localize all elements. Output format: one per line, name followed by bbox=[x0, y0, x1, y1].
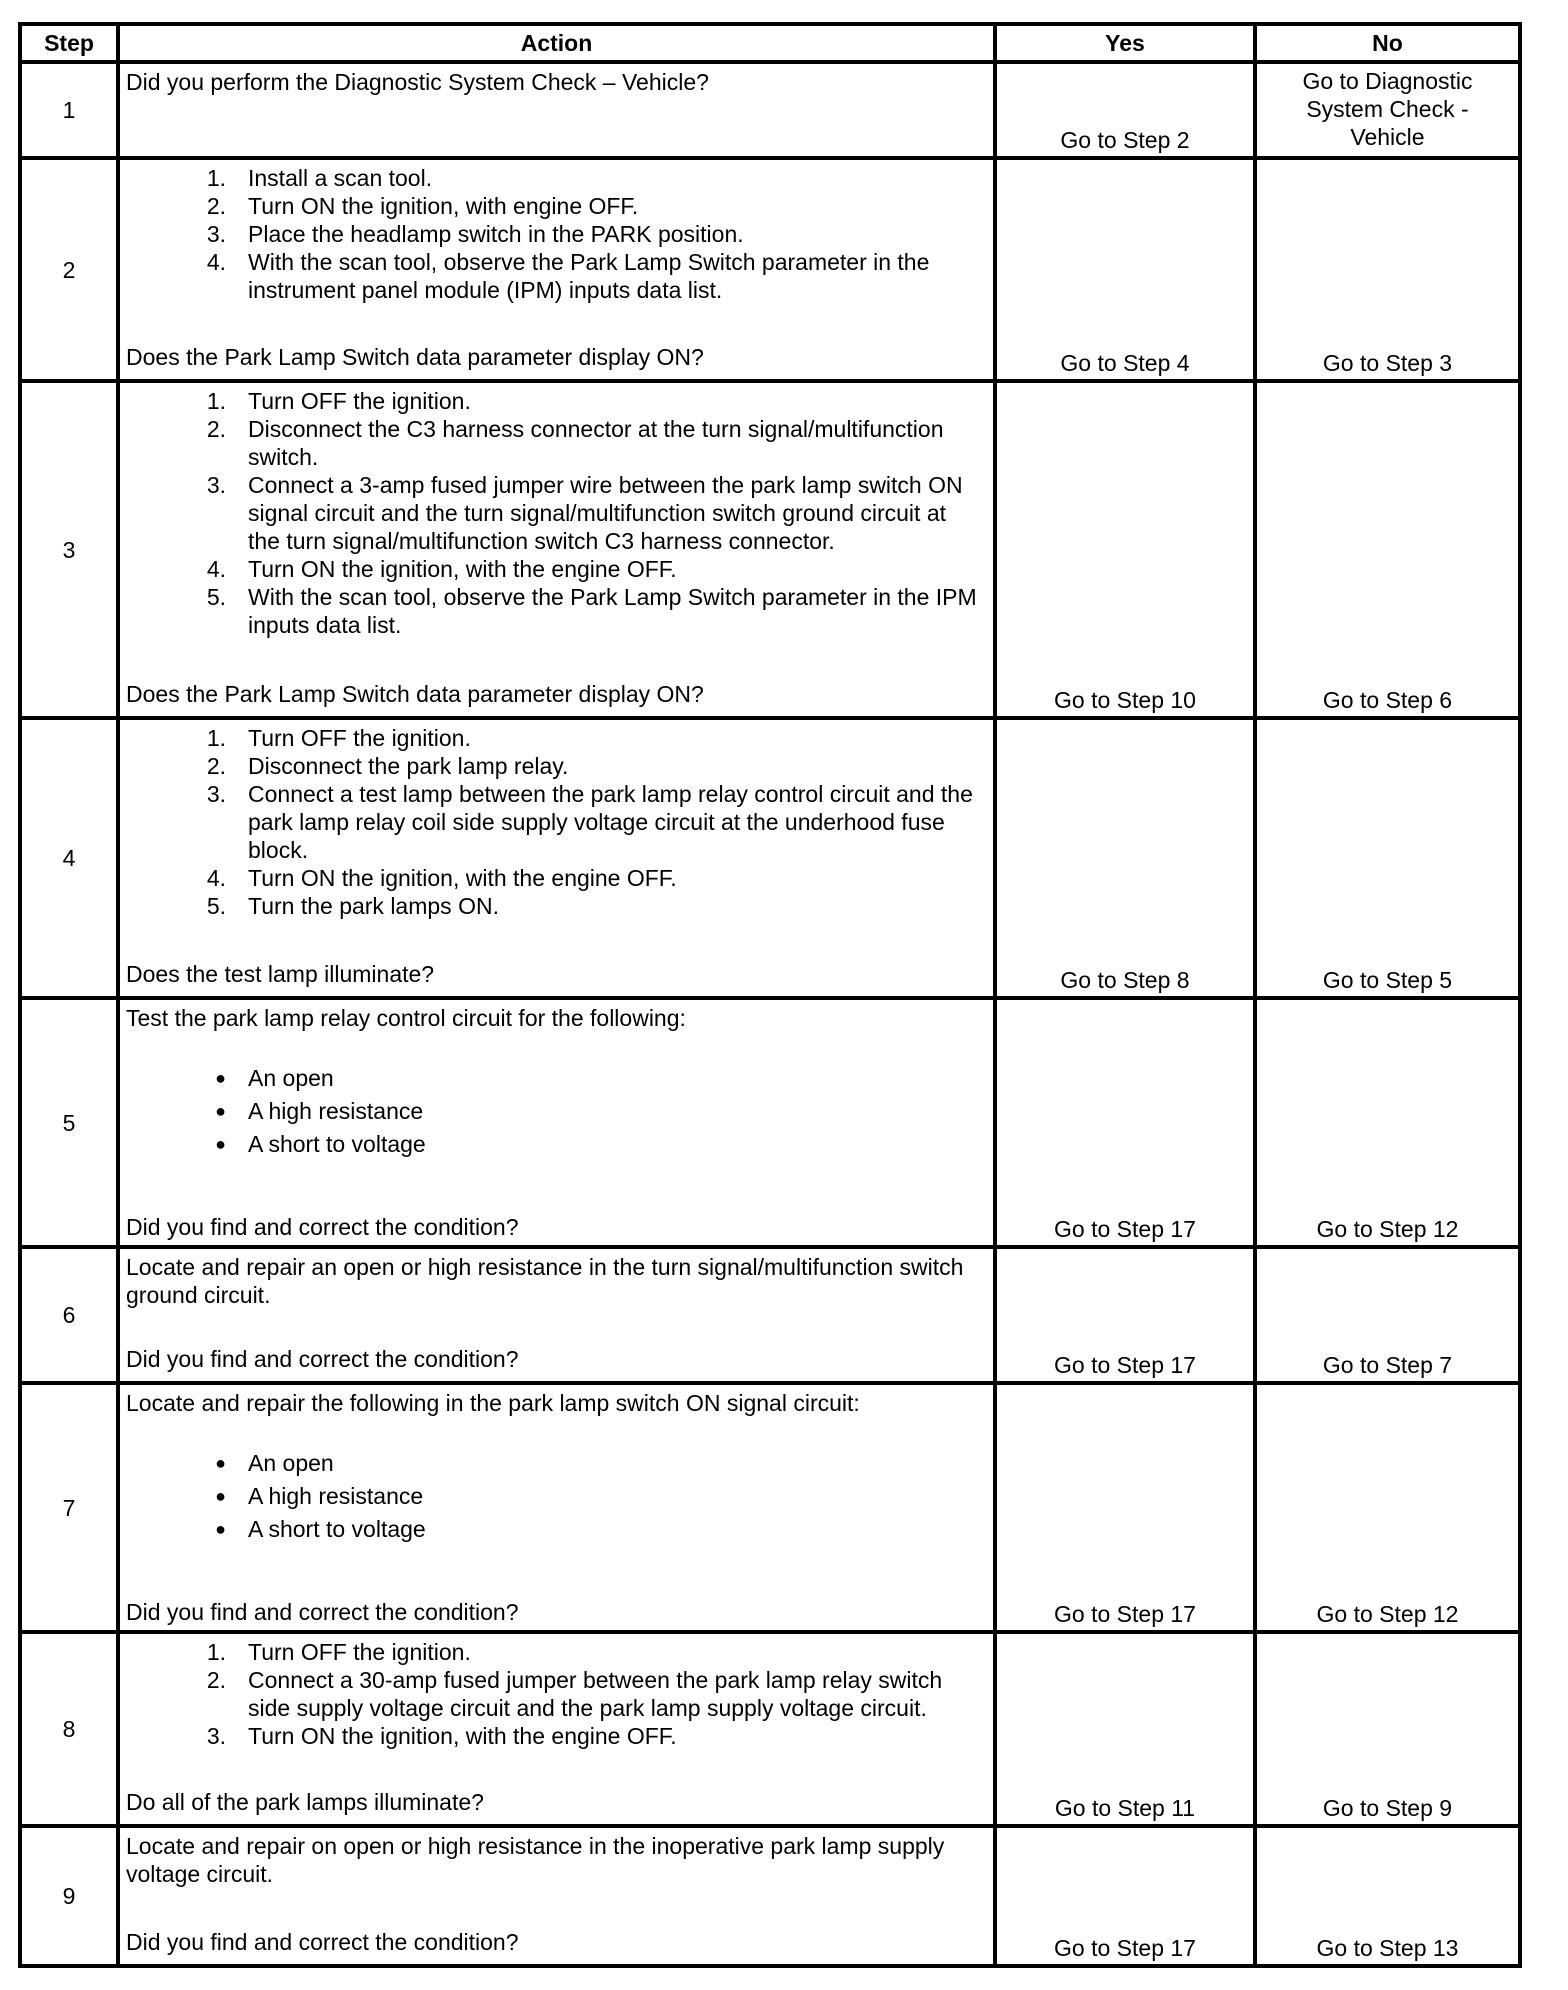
action-question: Did you find and correct the condition? bbox=[126, 1599, 519, 1625]
bullet-icon: ● bbox=[215, 1101, 226, 1121]
no-cell: Go to Diagnostic System Check - Vehicle bbox=[1255, 62, 1520, 158]
instruction-text: Connect a 3-amp fused jumper wire between the park lamp switch ON signal circuit and the turn signal/multifunction switch ground circuit at the turn signal/multifunction switch C3 harness connector. bbox=[248, 472, 963, 554]
instruction-number: 2. bbox=[206, 1667, 226, 1693]
bullet-icon: ● bbox=[215, 1134, 226, 1154]
no-cell: Go to Step 6 bbox=[1255, 381, 1520, 718]
bullet-text: A high resistance bbox=[248, 1098, 424, 1124]
bullet-item bbox=[126, 1447, 983, 1480]
table-row bbox=[20, 718, 1520, 998]
step-number: 5 bbox=[20, 998, 118, 1247]
header-row bbox=[20, 24, 1520, 62]
bullet-text: A high resistance bbox=[248, 1483, 424, 1509]
yes-cell: Go to Step 4 bbox=[995, 158, 1255, 381]
no-cell: Go to Step 5 bbox=[1255, 718, 1520, 998]
action-question: Does the Park Lamp Switch data parameter display ON? bbox=[126, 681, 704, 707]
bullet-item bbox=[126, 1062, 983, 1095]
bullet-item bbox=[126, 1095, 983, 1128]
instruction-number: 3. bbox=[206, 221, 226, 247]
table-row bbox=[20, 158, 1520, 381]
instruction-number: 5. bbox=[206, 584, 226, 610]
instruction-number: 1. bbox=[206, 1639, 226, 1665]
instruction-text: Turn ON the ignition, with the engine OFF. bbox=[248, 556, 677, 582]
table-row bbox=[20, 62, 1520, 158]
step-number: 7 bbox=[20, 1383, 118, 1632]
step-number: 1 bbox=[20, 62, 118, 158]
action-cell bbox=[118, 62, 995, 158]
table-row bbox=[20, 1247, 1520, 1383]
instruction-number: 2. bbox=[206, 416, 226, 442]
yes-cell: Go to Step 8 bbox=[995, 718, 1255, 998]
instruction-list bbox=[126, 387, 983, 639]
yes-cell: Go to Step 2 bbox=[995, 62, 1255, 158]
action-intro: Locate and repair on open or high resistance in the inoperative park lamp supply voltage circuit. bbox=[126, 1833, 945, 1887]
diagnostic-table bbox=[18, 22, 1522, 1968]
table-row bbox=[20, 1632, 1520, 1826]
no-cell: Go to Step 7 bbox=[1255, 1247, 1520, 1383]
action-intro: Test the park lamp relay control circuit for the following: bbox=[126, 1005, 686, 1031]
bullet-text: A short to voltage bbox=[248, 1516, 426, 1542]
bullet-item bbox=[126, 1480, 983, 1513]
yes-cell: Go to Step 10 bbox=[995, 381, 1255, 718]
table-row bbox=[20, 1383, 1520, 1632]
instruction-number: 4. bbox=[206, 249, 226, 275]
instruction-item bbox=[126, 248, 983, 304]
bullet-text: An open bbox=[248, 1065, 334, 1091]
header-no: No bbox=[1255, 24, 1520, 62]
instruction-number: 3. bbox=[206, 781, 226, 807]
no-cell: Go to Step 12 bbox=[1255, 1383, 1520, 1632]
instruction-item bbox=[126, 387, 983, 415]
instruction-text: With the scan tool, observe the Park Lamp Switch parameter in the instrument panel module (IPM) inputs data list. bbox=[248, 249, 930, 303]
step-number: 8 bbox=[20, 1632, 118, 1826]
action-cell bbox=[118, 1247, 995, 1383]
step-number: 3 bbox=[20, 381, 118, 718]
bullet-list bbox=[126, 1447, 983, 1546]
bullet-item bbox=[126, 1513, 983, 1546]
instruction-text: Turn OFF the ignition. bbox=[248, 725, 471, 751]
instruction-number: 5. bbox=[206, 893, 226, 919]
yes-cell: Go to Step 17 bbox=[995, 998, 1255, 1247]
instruction-item bbox=[126, 192, 983, 220]
action-question: Do all of the park lamps illuminate? bbox=[126, 1789, 484, 1815]
action-intro: Did you perform the Diagnostic System Check – Vehicle? bbox=[126, 69, 709, 95]
table-row bbox=[20, 381, 1520, 718]
header-step: Step bbox=[20, 24, 118, 62]
table-row bbox=[20, 1826, 1520, 1966]
instruction-number: 1. bbox=[206, 388, 226, 414]
instruction-text: Turn ON the ignition, with the engine OFF. bbox=[248, 1723, 677, 1749]
instruction-number: 2. bbox=[206, 753, 226, 779]
instruction-item bbox=[126, 1638, 983, 1666]
instruction-item bbox=[126, 164, 983, 192]
action-cell bbox=[118, 1826, 995, 1966]
instruction-text: Install a scan tool. bbox=[248, 165, 433, 191]
instruction-item bbox=[126, 583, 983, 639]
instruction-item bbox=[126, 415, 983, 471]
step-number: 4 bbox=[20, 718, 118, 998]
action-cell bbox=[118, 381, 995, 718]
bullet-icon: ● bbox=[215, 1453, 226, 1473]
yes-cell: Go to Step 17 bbox=[995, 1383, 1255, 1632]
action-question: Does the Park Lamp Switch data parameter display ON? bbox=[126, 344, 704, 370]
step-number: 6 bbox=[20, 1247, 118, 1383]
header-yes: Yes bbox=[995, 24, 1255, 62]
instruction-item bbox=[126, 864, 983, 892]
action-question: Did you find and correct the condition? bbox=[126, 1929, 519, 1955]
instruction-text: Disconnect the C3 harness connector at the turn signal/multifunction switch. bbox=[248, 416, 944, 470]
instruction-item bbox=[126, 780, 983, 864]
step-number: 9 bbox=[20, 1826, 118, 1966]
instruction-item bbox=[126, 724, 983, 752]
action-question: Did you find and correct the condition? bbox=[126, 1346, 519, 1372]
instruction-number: 2. bbox=[206, 193, 226, 219]
instruction-text: Turn ON the ignition, with engine OFF. bbox=[248, 193, 639, 219]
bullet-icon: ● bbox=[215, 1519, 226, 1539]
action-question: Did you find and correct the condition? bbox=[126, 1214, 519, 1240]
yes-cell: Go to Step 17 bbox=[995, 1826, 1255, 1966]
bullet-icon: ● bbox=[215, 1068, 226, 1088]
action-intro: Locate and repair the following in the park lamp switch ON signal circuit: bbox=[126, 1390, 860, 1416]
instruction-number: 4. bbox=[206, 865, 226, 891]
no-cell: Go to Step 13 bbox=[1255, 1826, 1520, 1966]
instruction-number: 4. bbox=[206, 556, 226, 582]
instruction-text: Turn OFF the ignition. bbox=[248, 1639, 471, 1665]
instruction-text: With the scan tool, observe the Park Lamp Switch parameter in the IPM inputs data list. bbox=[248, 584, 977, 638]
instruction-text: Connect a test lamp between the park lamp relay control circuit and the park lamp relay coil side supply voltage circuit at the underhood fuse block. bbox=[248, 781, 973, 863]
table-row bbox=[20, 998, 1520, 1247]
no-cell: Go to Step 9 bbox=[1255, 1632, 1520, 1826]
instruction-list bbox=[126, 724, 983, 920]
instruction-text: Turn OFF the ignition. bbox=[248, 388, 471, 414]
bullet-text: An open bbox=[248, 1450, 334, 1476]
bullet-list bbox=[126, 1062, 983, 1161]
instruction-item bbox=[126, 220, 983, 248]
bullet-icon: ● bbox=[215, 1486, 226, 1506]
instruction-number: 3. bbox=[206, 1723, 226, 1749]
instruction-list bbox=[126, 1638, 983, 1750]
instruction-list bbox=[126, 164, 983, 304]
instruction-text: Place the headlamp switch in the PARK position. bbox=[248, 221, 744, 247]
step-number: 2 bbox=[20, 158, 118, 381]
action-cell bbox=[118, 1632, 995, 1826]
instruction-text: Disconnect the park lamp relay. bbox=[248, 753, 569, 779]
action-question: Does the test lamp illuminate? bbox=[126, 961, 435, 987]
yes-cell: Go to Step 17 bbox=[995, 1247, 1255, 1383]
instruction-number: 3. bbox=[206, 472, 226, 498]
instruction-text: Turn ON the ignition, with the engine OFF. bbox=[248, 865, 677, 891]
instruction-item bbox=[126, 1666, 983, 1722]
instruction-number: 1. bbox=[206, 725, 226, 751]
instruction-item bbox=[126, 892, 983, 920]
bullet-item bbox=[126, 1128, 983, 1161]
action-intro: Locate and repair an open or high resistance in the turn signal/multifunction switch ground circuit. bbox=[126, 1254, 964, 1308]
instruction-text: Turn the park lamps ON. bbox=[248, 893, 499, 919]
instruction-number: 1. bbox=[206, 165, 226, 191]
action-cell bbox=[118, 1383, 995, 1632]
instruction-text: Connect a 30-amp fused jumper between the park lamp relay switch side supply voltage circuit and the park lamp supply voltage circuit. bbox=[248, 1667, 943, 1721]
instruction-item bbox=[126, 1722, 983, 1750]
action-cell bbox=[118, 998, 995, 1247]
action-cell bbox=[118, 158, 995, 381]
instruction-item bbox=[126, 471, 983, 555]
no-cell: Go to Step 12 bbox=[1255, 998, 1520, 1247]
instruction-item bbox=[126, 555, 983, 583]
bullet-text: A short to voltage bbox=[248, 1131, 426, 1157]
instruction-item bbox=[126, 752, 983, 780]
yes-cell: Go to Step 11 bbox=[995, 1632, 1255, 1826]
header-action: Action bbox=[118, 24, 995, 62]
no-cell: Go to Step 3 bbox=[1255, 158, 1520, 381]
action-cell bbox=[118, 718, 995, 998]
